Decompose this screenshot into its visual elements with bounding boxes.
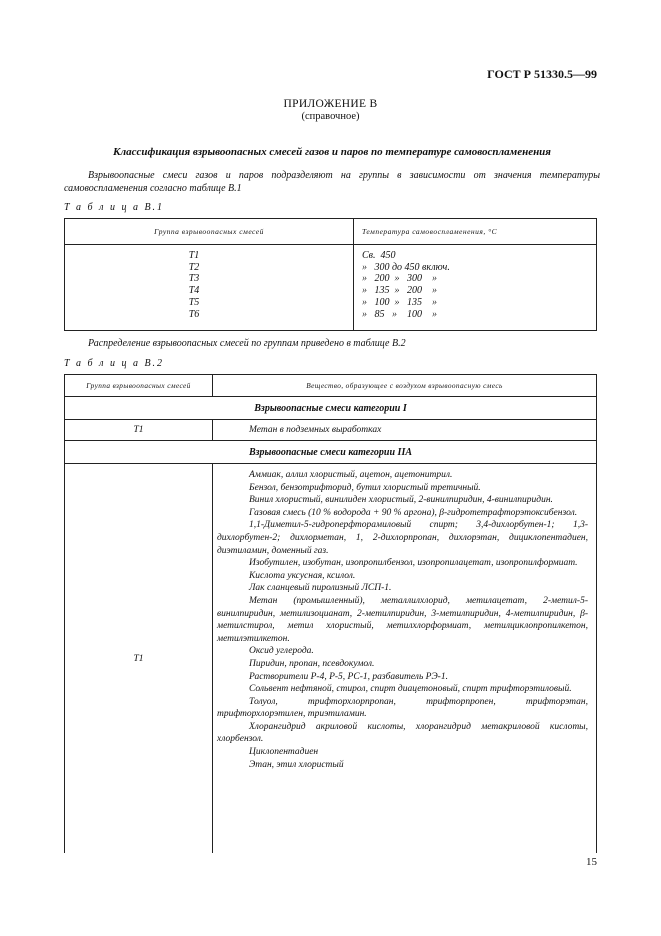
table-header-cell: Группа взрывоопасных смесей — [65, 375, 213, 397]
substance-item: Этан, этил хлористый — [249, 759, 344, 770]
group-cell: Т1 — [65, 464, 213, 854]
group-list-cell — [65, 245, 354, 331]
substance-item: Пиридин, пропан, псевдокумол. — [249, 658, 375, 669]
table2-label: Т а б л и ц а В.2 — [64, 358, 165, 369]
section-title: Классификация взрывоопасных смесей газов и паров по температуре самовоспламенения — [113, 146, 551, 158]
appendix-title: ПРИЛОЖЕНИЕ В — [283, 98, 378, 110]
substance-item: Аммиак, аллил хлористый, ацетон, ацетонитрил. — [249, 470, 453, 480]
table-header-row — [65, 219, 597, 245]
substance-item: Лак сланцевый пиролизный ЛСП-1. — [249, 583, 392, 594]
substance-item: Газовая смесь (10 % водорода + 90 % аргона), β-гидротетрафторэтоксибензол. — [249, 507, 578, 518]
category-heading: Взрывоопасные смеси категории I — [65, 397, 597, 420]
temperature-value: » 300 до 450 включ. — [362, 261, 450, 273]
temperature-value: » 100 » 135 » — [362, 296, 437, 308]
table-row — [65, 464, 597, 854]
substance-item: Изобутилен, изобутан, изопропилбензол, изопропилацетат, изопропилформиат. — [249, 558, 578, 569]
temperature-value: » 135 » 200 » — [362, 285, 437, 297]
group-value: Т6 — [188, 308, 200, 320]
substance-item: Винил хлористый, винилиден хлористый, 2-винилпиридин, 4-винилпиридин. — [249, 495, 553, 506]
category-row — [65, 441, 597, 464]
group-value: Т4 — [188, 285, 200, 297]
substance-item: Кислота уксусная, ксилол. — [249, 570, 356, 581]
substance-list-cell — [213, 464, 597, 854]
temperature-value: » 200 » 300 » — [362, 273, 437, 285]
table-header-row — [65, 375, 597, 397]
table-b2 — [64, 374, 597, 853]
appendix-subtitle: (справочное) — [301, 111, 360, 122]
table-row — [65, 245, 597, 331]
substance-item: Метан (промышленный), металлилхлорид, метилацетат, 2-метил-5-винилпиридин, метилизоцианат, 2-метилпиридин, 3-метилпиридин, 4-метилпиридин, β-метилстирол, метил хлористый, метилхлорформиат, метилциклопропилкетон, метилэтилкетон. — [217, 595, 588, 644]
substance-item: Циклопентадиен — [249, 747, 319, 758]
group-cell: Т1 — [65, 420, 213, 441]
table-header-cell: Температура самовоспламенения, °С — [354, 219, 597, 245]
group-value: Т2 — [188, 261, 200, 273]
substance-item: Хлорангидрид акриловой кислоты, хлорангидрид метакриловой кислоты, хлорбензол. — [217, 721, 588, 745]
substance-item: 1,1-Диметил-5-гидроперфторамиловый спирт; 3,4-дихлорбутен-1; 1,3-дихлорбутен-2; дихлорметан, 1, 2-дихлорпропан, дихлорэтан, дициклопентадиен, диэтиламин, доменный газ. — [217, 520, 588, 556]
table1-label: Т а б л и ц а В.1 — [64, 202, 165, 213]
temperature-list-cell — [354, 245, 597, 331]
table-b1 — [64, 218, 597, 331]
group-value: Т1 — [188, 250, 200, 261]
table-header-cell: Группа взрывоопасных смесей — [65, 219, 354, 245]
temperature-value: Св. 450 — [362, 250, 396, 261]
group-value: Т5 — [188, 296, 200, 308]
distribution-paragraph: Распределение взрывоопасных смесей по группам приведено в таблице В.2 — [88, 338, 406, 349]
document-id: ГОСТ Р 51330.5—99 — [487, 67, 597, 81]
category-row — [65, 397, 597, 420]
substance-item: Растворители Р-4, Р-5, РС-1, разбавитель РЭ-1. — [249, 671, 448, 682]
substance-item: Бензол, бензотрифторид, бутил хлористый третичный. — [249, 482, 481, 493]
page-number: 15 — [586, 856, 597, 868]
group-value: Т3 — [188, 273, 200, 285]
table-row — [65, 420, 597, 441]
temperature-value: » 85 » 100 » — [362, 308, 437, 320]
table-header-cell: Вещество, образующее с воздухом взрывоопасную смесь — [213, 375, 597, 397]
substance-item: Толуол, трифторхлорпропан, трифторпропен, трифторэтан, трифторхлорэтилен, триэтиламин. — [217, 696, 588, 720]
substance-item: Сольвент нефтяной, стирол, спирт диацетоновый, спирт трифторэтиловый. — [249, 684, 572, 695]
substance-item: Оксид углерода. — [249, 646, 314, 657]
category-heading: Взрывоопасные смеси категории IIA — [65, 441, 597, 464]
substance-cell: Метан в подземных выработках — [213, 420, 597, 441]
intro-paragraph: Взрывоопасные смеси газов и паров подразделяют на группы в зависимости от значения температуры самовоспламенения согласно таблице В.1 — [64, 170, 600, 194]
